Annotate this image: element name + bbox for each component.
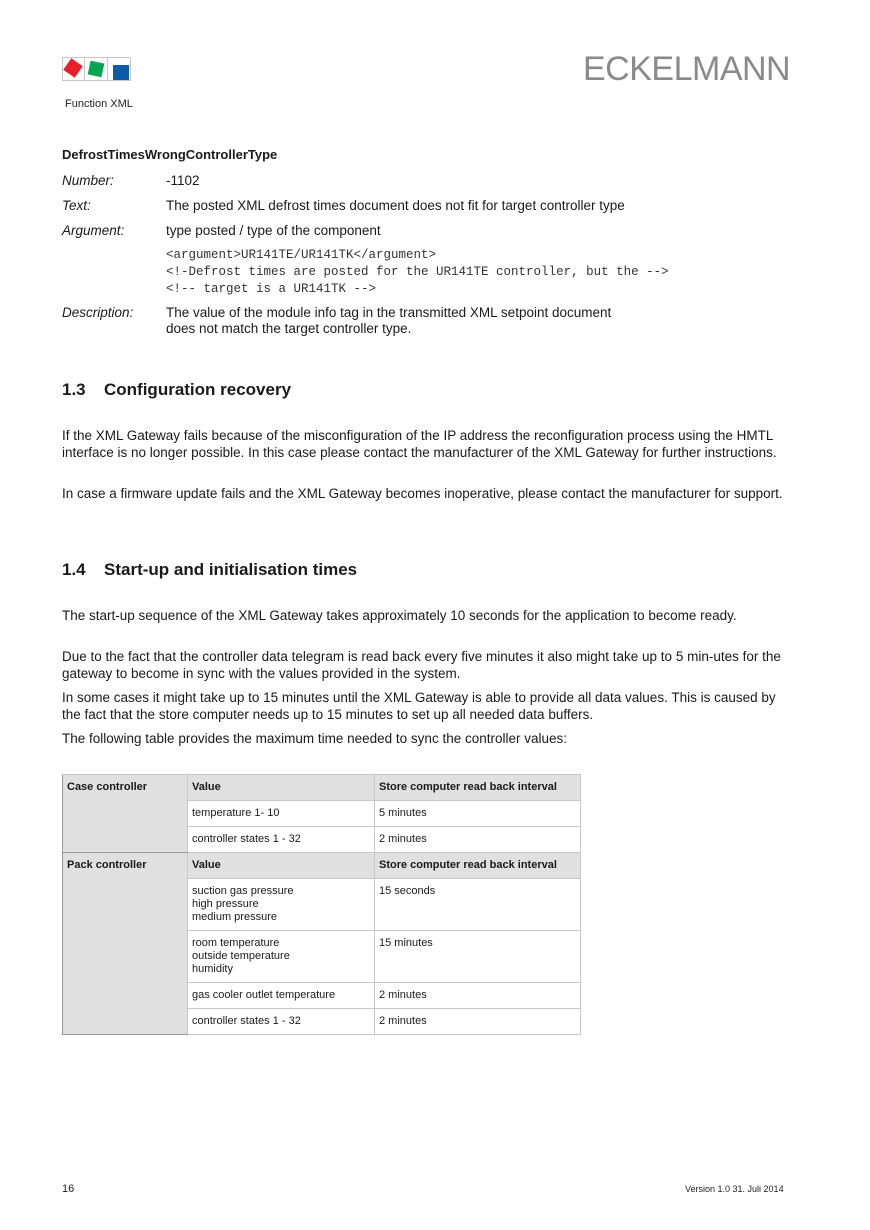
green-square-icon: [85, 57, 108, 81]
column-header: Store computer read back interval: [375, 775, 581, 801]
text-value: The posted XML defrost times document does not fit for target controller type: [166, 198, 625, 213]
section-title: Start-up and initialisation times: [104, 560, 358, 579]
column-header: Store computer read back interval: [375, 853, 581, 879]
red-square-icon: [62, 57, 85, 81]
paragraph: If the XML Gateway fails because of the misconfiguration of the IP address the reconfiguration process using the HMTL interface is no longer possible. In this case please contact the manufacturer of the XML Gateway for further instructions.: [62, 428, 777, 460]
section-heading-1-4: [62, 560, 357, 580]
code-line: <!-- target is a UR141TK -->: [166, 282, 377, 296]
paragraph: Due to the fact that the controller data telegram is read back every five minutes it also might take up to 5 min-utes for the gateway to become in sync with the values provided in the system.: [62, 649, 781, 681]
value-line: suction gas pressure: [192, 885, 294, 897]
section-title: Configuration recovery: [104, 380, 292, 399]
sync-times-table: [62, 774, 581, 1035]
value-cell: [188, 879, 375, 931]
interval-cell: 15 seconds: [375, 879, 581, 931]
text-label: Text:: [62, 198, 91, 213]
interval-cell: 2 minutes: [375, 1009, 581, 1035]
error-description-row: [62, 305, 792, 337]
interval-cell: 5 minutes: [375, 801, 581, 827]
column-header: Value: [188, 775, 375, 801]
table-row: [63, 853, 581, 879]
blue-square-icon: [108, 57, 131, 81]
interval-cell: 15 minutes: [375, 931, 581, 983]
error-text-row: [62, 198, 792, 213]
header-section-label: Function XML: [65, 98, 133, 110]
brand-wordmark: ECKELMANN: [583, 50, 791, 88]
table-row: [63, 775, 581, 801]
value-line: outside temperature: [192, 950, 290, 962]
eckelmann-logo-icon: [62, 57, 134, 81]
section-number: 1.4: [62, 560, 86, 579]
paragraph: In some cases it might take up to 15 minutes until the XML Gateway is able to provide all data values. This is caused by the fact that the store computer needs up to 15 minutes to set up all needed data buffers.: [62, 690, 776, 722]
interval-cell: 2 minutes: [375, 827, 581, 853]
value-cell: controller states 1 - 32: [188, 827, 375, 853]
value-cell: controller states 1 - 32: [188, 1009, 375, 1035]
section-number: 1.3: [62, 380, 86, 399]
value-cell: [188, 931, 375, 983]
value-cell: temperature 1- 10: [188, 801, 375, 827]
interval-cell: 2 minutes: [375, 983, 581, 1009]
code-example: [62, 247, 792, 298]
value-line: high pressure: [192, 898, 259, 910]
error-title: DefrostTimesWrongControllerType: [62, 147, 278, 162]
code-block: [166, 247, 792, 298]
description-line: does not match the target controller type.: [166, 321, 412, 336]
paragraph: In case a firmware update fails and the XML Gateway becomes inoperative, please contact the manufacturer for support.: [62, 486, 783, 501]
section-heading-1-3: [62, 380, 291, 400]
error-argument-row: [62, 223, 792, 238]
value-line: room temperature: [192, 937, 280, 949]
value-line: humidity: [192, 963, 233, 975]
code-line: <!-Defrost times are posted for the UR141TE controller, but the -->: [166, 265, 669, 279]
number-value: -1102: [166, 173, 200, 188]
error-number-row: [62, 173, 792, 188]
column-header: Value: [188, 853, 375, 879]
value-cell: gas cooler outlet temperature: [188, 983, 375, 1009]
argument-value: type posted / type of the component: [166, 223, 381, 238]
description-label: Description:: [62, 305, 134, 320]
page-number: 16: [62, 1183, 75, 1195]
version-date: Version 1.0 31. Juli 2014: [685, 1184, 784, 1194]
group-cell: Case controller: [63, 775, 188, 853]
group-cell: Pack controller: [63, 853, 188, 1035]
code-line: <argument>UR141TE/UR141TK</argument>: [166, 248, 437, 262]
value-line: medium pressure: [192, 911, 277, 923]
argument-label: Argument:: [62, 223, 125, 238]
description-line: The value of the module info tag in the transmitted XML setpoint document: [166, 305, 612, 320]
paragraph: The following table provides the maximum time needed to sync the controller values:: [62, 731, 568, 746]
paragraph: The start-up sequence of the XML Gateway takes approximately 10 seconds for the application to become ready.: [62, 608, 737, 623]
number-label: Number:: [62, 173, 114, 188]
